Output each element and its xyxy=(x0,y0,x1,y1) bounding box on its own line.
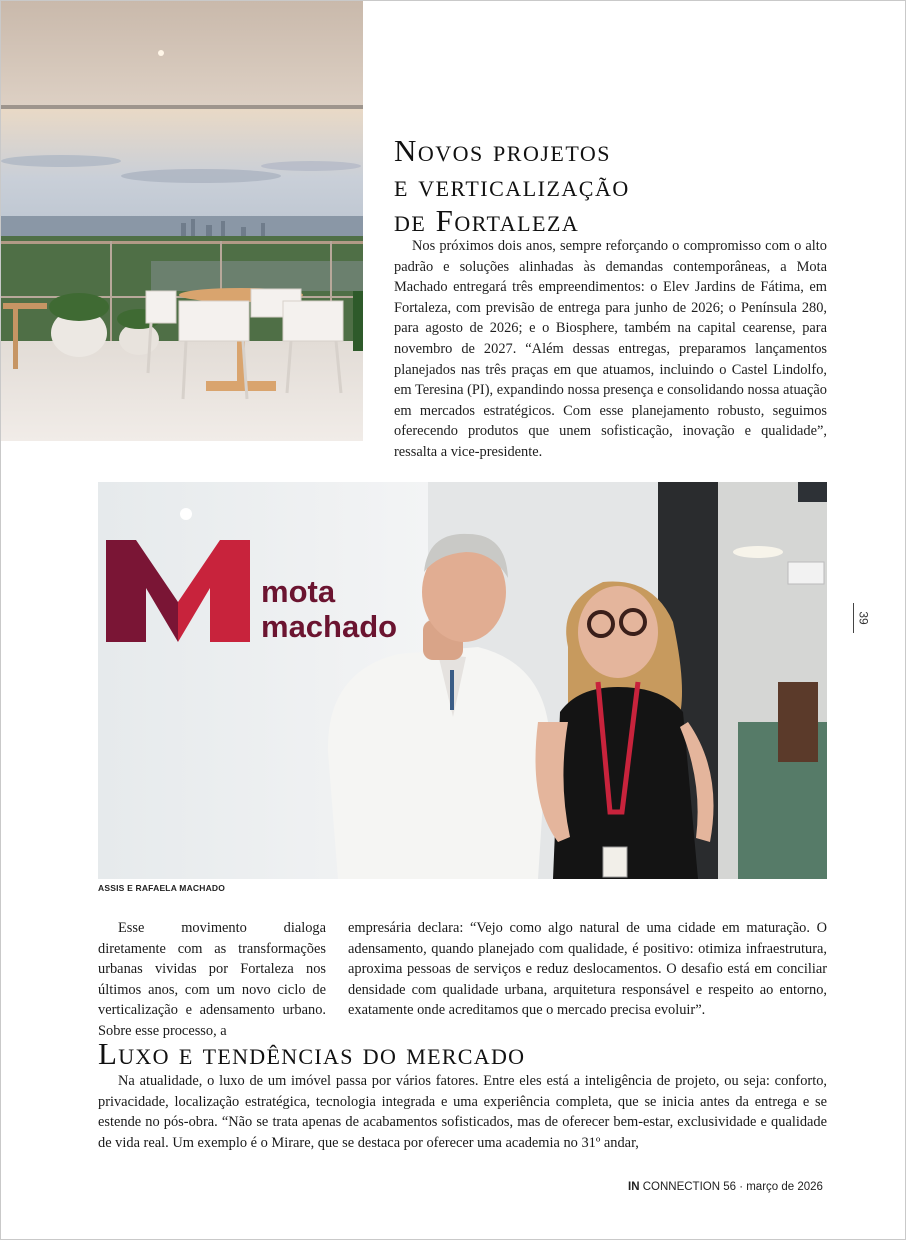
logo-word-mota: mota xyxy=(261,574,336,609)
heading-luxo-tendencias: Luxo e tendências do mercado xyxy=(98,1036,526,1071)
body-paragraph-luxo: Na atualidade, o luxo de um imóvel passa por vários fatores. Entre eles está a inteligência de projeto, ou seja: conforto, privacidade, localização estratégica, tecnologia integrada e uma experiência completa, que se inicia antes da entrega e se estende no pós-obra. “Não se trata apenas de acabamentos sofisticados, mas de oferecer bem-estar, exclusividade e qualidade de vida real. Um exemplo é o Mirare, que se destaca por oferecer uma academia no 31º andar, xyxy=(98,1073,827,1151)
page-number xyxy=(853,603,874,633)
balcony-photo xyxy=(1,1,363,441)
heading-novos-projetos xyxy=(394,133,874,238)
body-column-right: empresária declara: “Vejo como algo natural de uma cidade em maturação. O adensamento, quando planejado com qualidade, é positivo: otimiza infraestrutura, aproxima pessoas de serviços e reduz deslocamentos. O desafio está em conciliar densidade com qualidade urbana, arquitetura responsável e respeito ao entorno, exatamente onde acreditamos que o mercado precisa evoluir”. xyxy=(348,920,827,1019)
logo-word-machado: machado xyxy=(261,609,398,644)
footer-magazine-issue: CONNECTION 56 · março de 2026 xyxy=(642,1181,823,1193)
heading-line-2: e verticalização xyxy=(394,168,630,203)
intro-paragraph: Nos próximos dois anos, sempre reforçando o compromisso com o alto padrão e soluções alinhadas às demandas contemporâneas, a Mota Machado entregará três empreendimentos: o Elev Jardins de Fátima, em Fortaleza, com previsão de entrega para junho de 2026; o Península 280, para agosto de 2026; e o Biosphere, também na capital cearense, para novembro de 2027. “Além dessas entregas, preparamos lançamentos planejados nas três praças em que atuamos, incluindo o Castel Lindolfo, em Teresina (PI), expandindo nossa presença e consolidando nossa atuação em mercados estratégicos. Com esse planejamento robusto, seguimos oferecendo produtos que unem sofisticação, inovação e qualidade”, ressalta a vice-presidente. xyxy=(394,238,827,460)
photo-caption: ASSIS E RAFAELA MACHADO xyxy=(98,883,226,893)
body-column-left: Esse movimento dialoga diretamente com as transformações urbanas vividas por Fortaleza nos últimos anos, com um novo ciclo de verticalização e adensamento urbano. Sobre esse processo, a xyxy=(98,920,326,1039)
page-number-text: 39 xyxy=(856,611,871,625)
heading-line-1: Novos projetos xyxy=(394,133,611,168)
footer-magazine-bold: IN xyxy=(628,1181,640,1193)
page-footer xyxy=(628,1181,823,1193)
portrait-photo xyxy=(98,482,827,879)
heading-line-3: de Fortaleza xyxy=(394,203,580,238)
